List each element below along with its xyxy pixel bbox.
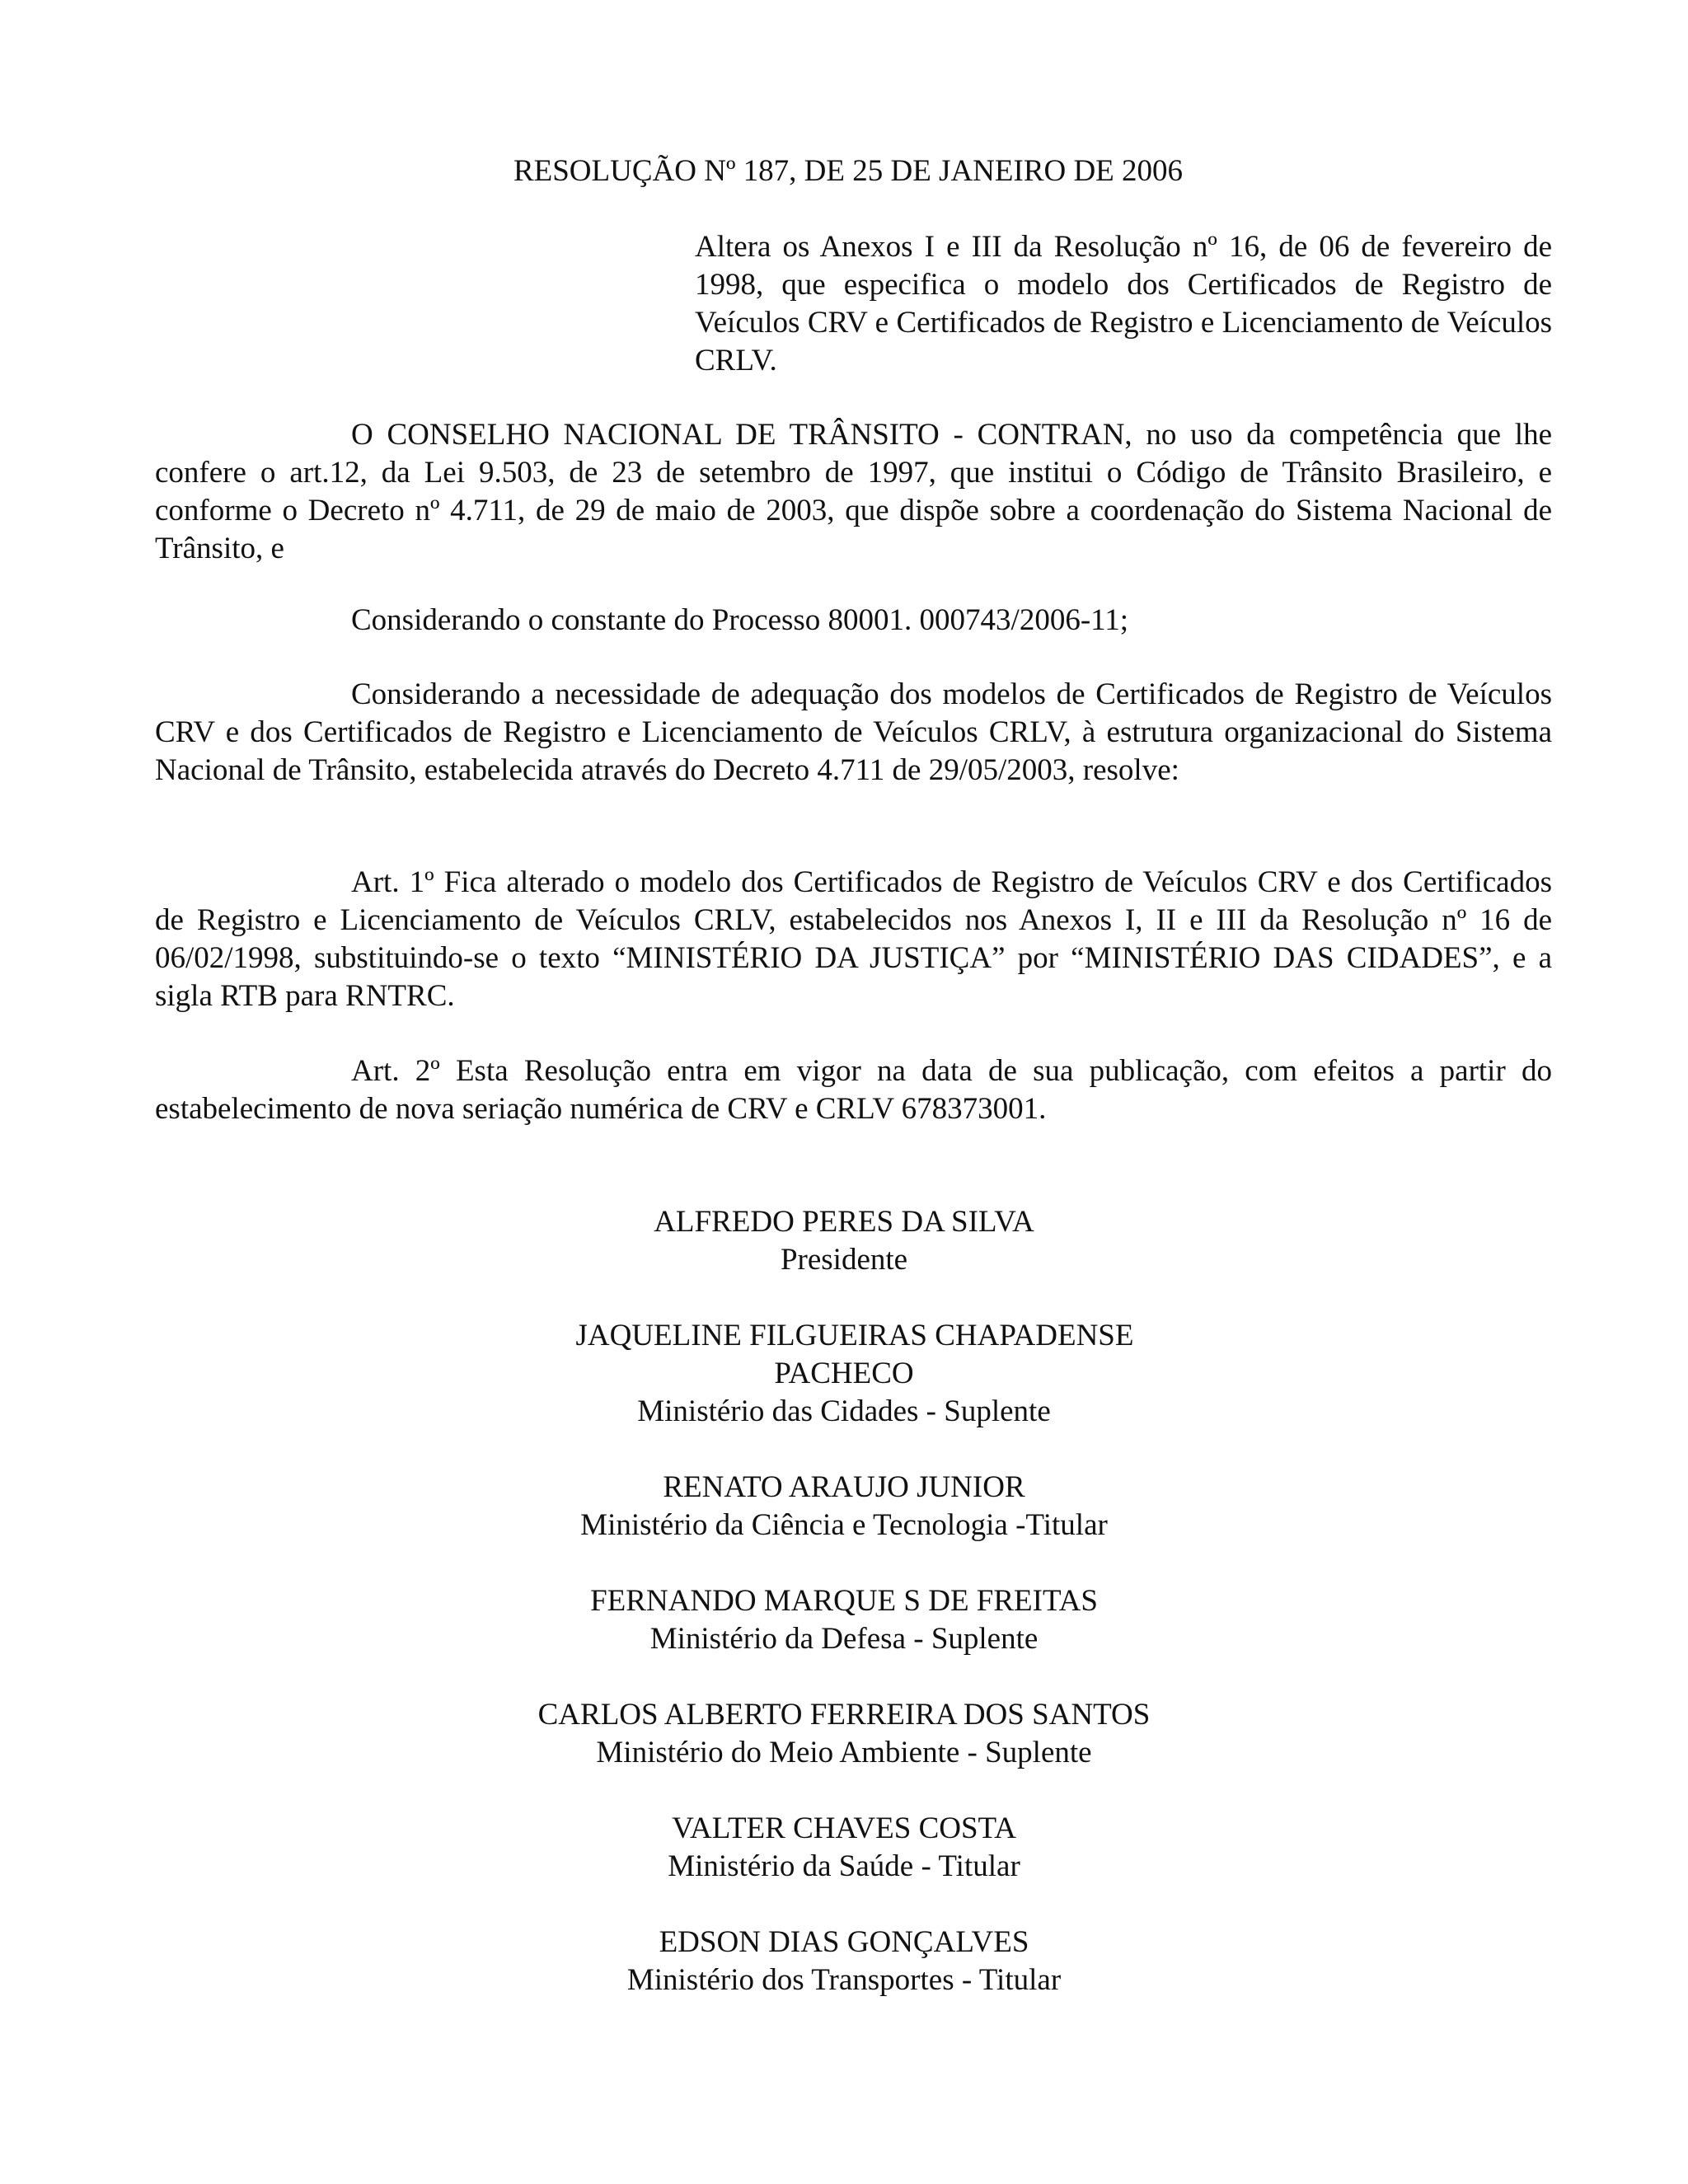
article-2-paragraph [155,1052,1552,1128]
signature-meio-ambiente [0,1696,1688,1772]
signature-cidades [0,1317,1688,1431]
considerando-processo-paragraph [155,602,1552,640]
resolution-title [0,152,1688,190]
signatory-role: Ministério do Meio Ambiente - Suplente [596,1736,1092,1769]
signatory-role: Ministério dos Transportes - Titular [626,1963,1062,1997]
signature-block [0,1203,1688,2037]
signatory-role: Ministério das Cidades - Suplente [637,1394,1051,1428]
signature-transportes [0,1924,1688,1999]
signature-saude [0,1810,1688,1886]
signatory-name: CARLOS ALBERTO FERREIRA DOS SANTOS [537,1698,1151,1732]
signatory-name: EDSON DIAS GONÇALVES [659,1925,1029,1959]
paragraph-text: Considerando a necessidade de adequação dos modelos de Certificados de Registro de Veículos CRV e dos Certificados de Registro e Licenciamento de Veículos CRLV, à estrutura organizacional do Sistema Nacional de Trânsito, estabelecida através do Decreto 4.711 de 29/05/2003, resolve: [155,677,1552,787]
paragraph-text: O CONSELHO NACIONAL DE TRÂNSITO - CONTRAN, no uso da competência que lhe confere o art.12, da Lei 9.503, de 23 de setembro de 1997, que institui o Código de Trânsito Brasileiro, e conforme o Decreto nº 4.711, de 29 de maio de 2003, que dispõe sobre a coordenação do Sistema Nacional de Trânsito, e [155,418,1552,565]
paragraph-text: Art. 1º Fica alterado o modelo dos Certificados de Registro de Veículos CRV e dos Certificados de Registro e Licenciamento de Veículos CRLV, estabelecidos nos Anexos I, II e III da Resolução nº 16 de 06/02/1998, substituindo-se o texto “MINISTÉRIO DA JUSTIÇA” por “MINISTÉRIO DAS CIDADES”, e a sigla RTB para RNTRC. [155,865,1552,1013]
signature-president [0,1203,1688,1279]
signatory-name-continuation: PACHECO [774,1357,914,1390]
signature-ciencia [0,1469,1688,1544]
signatory-role: Ministério da Saúde - Titular [668,1849,1020,1883]
signatory-name: ALFREDO PERES DA SILVA [654,1205,1034,1239]
signatory-name: RENATO ARAUJO JUNIOR [663,1470,1025,1504]
paragraph-text: Considerando o constante do Processo 80001. 000743/2006-11; [351,603,1129,637]
paragraph-text: Art. 2º Esta Resolução entra em vigor na data de sua publicação, com efeitos a partir do estabelecimento de nova seriação numérica de CRV e CRLV 678373001. [155,1054,1552,1126]
article-1-paragraph [155,864,1552,1015]
considerando-necessidade-paragraph [155,676,1552,790]
signatory-name: FERNANDO MARQUE S DE FREITAS [590,1584,1098,1618]
signatory-name: VALTER CHAVES COSTA [672,1811,1016,1845]
signatory-name: JAQUELINE FILGUEIRAS CHAPADENSE [575,1319,1134,1352]
signature-defesa [0,1582,1688,1658]
signatory-role: Presidente [780,1243,908,1277]
signatory-role: Ministério da Ciência e Tecnologia -Titular [580,1508,1108,1542]
resolution-title-text: RESOLUÇÃO Nº 187, DE 25 DE JANEIRO DE 2006 [513,154,1184,188]
ementa: Altera os Anexos I e III da Resolução nº 16, de 06 de fevereiro de 1998, que especifica o modelo dos Certificados de Registro de Veículos CRV e Certificados de Registro e Licenciamento de Veículos CRLV. [695,230,1552,377]
signatory-role: Ministério da Defesa - Suplente [649,1622,1039,1656]
preamble-paragraph [155,416,1552,568]
